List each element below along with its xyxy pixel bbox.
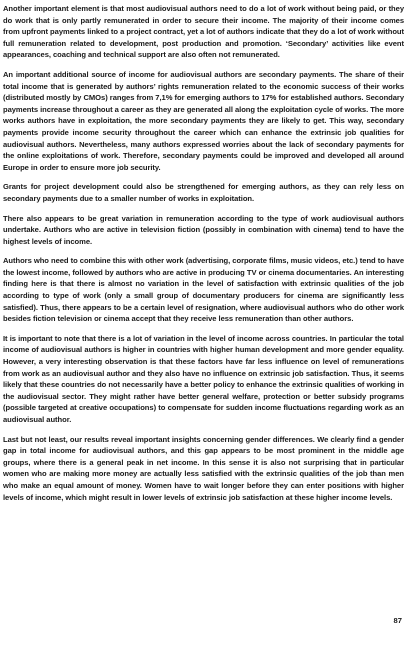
document-body xyxy=(3,3,404,511)
paragraph-other-work: Authors who need to combine this with other work (advertising, corporate films, music videos, etc.) tend to have the lowest income, followed by authors who are active in producing TV or cinema documentaries. An interesting finding here is that there is almost no variation in the level of satisfaction with extrinsic qualities of the job according to type of work (only a small group of documentary producers for cinema are significantly less satisfied). Thus, there appears to be a certain level of resignation, where audiovisual authors who do other work besides fiction television or cinema accept that they receive less remuneration than other authors. xyxy=(3,256,404,324)
paragraph-country-variation: It is important to note that there is a lot of variation in the level of income across countries. In particular the total income of audiovisual authors is higher in countries with higher human development and more gender equality. However, a very interesting observation is that these factors have far less influence on level of remunerations from work as an audiovisual author and they also have no influence on extrinsic job satisfaction. Thus, it seems likely that these countries do not necessarily have a better policy to enhance the extrinsic qualities of working in the audiovisual sector. They might rather have better general welfare, protection or better subsidy programs (possible targeted at creative occupations) to compensate for sudden income fluctuations regarding work as an audiovisual author. xyxy=(3,333,404,424)
page-number: 87 xyxy=(393,616,402,625)
paragraph-unpaid-work: Another important element is that most audiovisual authors need to do a lot of work without being paid, or they do work that is only partly remunerated in order to secure their income. The majority of their income comes from upfront payments linked to a project contract, yet a lot of authors indicate that they do a lot of work without full remuneration related to development, post production and promotion. ‘Secondary’ activities like event appearances, coaching and technical support are also often not remunerated. xyxy=(3,4,404,60)
paragraph-gender-differences: Last but not least, our results reveal important insights concerning gender differences. We clearly find a gender gap in total income for audiovisual authors, and this gap appears to be most prominent in the middle age groups, where there is a general peak in net income. In this sense it is also not surprising that in particular women who are making more money are actually less satisfied with the extrinsic qualities of the job than men who make an equal amount of money. Women have to wait longer before they can enter positions with higher levels of income, which might result in lower levels of extrinsic job satisfaction at these higher income levels. xyxy=(3,434,404,502)
paragraph-project-grants: Grants for project development could also be strengthened for emerging authors, as they can rely less on secondary payments due to a smaller number of works in exploitation. xyxy=(3,182,404,203)
paragraph-work-type-variation: There also appears to be great variation in remuneration according to the type of work audiovisual authors undertake. Authors who are active in television fiction (possibly in combination with cinema) tend to have the highest levels of income. xyxy=(3,213,404,246)
paragraph-secondary-payments: An important additional source of income for audiovisual authors are secondary payments. The share of their total income that is generated by authors’ rights remuneration related to the economic success of their works (distributed mostly by CMOs) ranges from 7,1% for emerging authors to 17% for established authors. Secondary payments increase throughout a career as they are generated all along the exploitation cycle of works. The more works authors have in exploitation, the more secondary payments they are likely to get. This way, secondary payments provide income security throughout the career which can enhance the extrinsic job qualities for audiovisual authors. Nevertheless, many authors expressed worries about the lack of secondary payments for the online exploitations of work. Therefore, secondary payments could be improved and developed all around Europe in order to ensure more job security. xyxy=(3,69,404,172)
